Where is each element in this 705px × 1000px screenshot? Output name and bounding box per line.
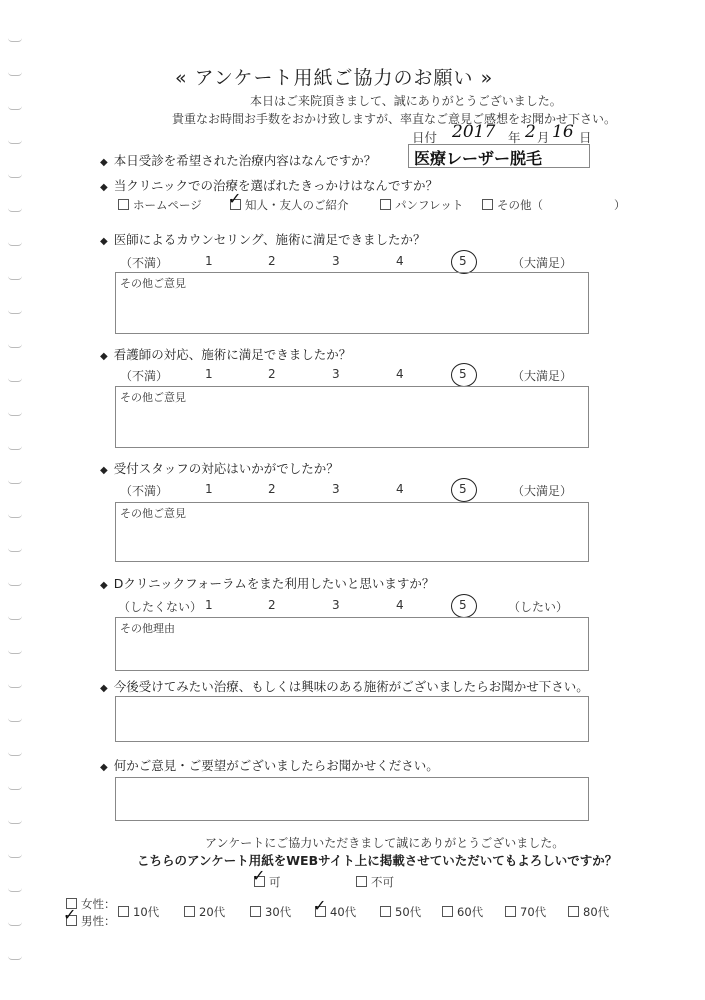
diamond-bullet-icon: ◆ [100,157,108,168]
q2-option-other[interactable]: その他（ [482,197,543,213]
q6-option-1[interactable]: 1 [205,598,213,612]
checkbox-icon [482,199,493,210]
age-60s[interactable]: 60代 [442,904,483,920]
age-70s[interactable]: 70代 [505,904,546,920]
q3-low-label: （不満） [120,256,169,270]
date-month: 2 [525,122,536,142]
diamond-bullet-icon: ◆ [100,236,108,247]
q4-high-label: （大満足） [512,369,573,383]
q6-comment-label: その他理由 [120,622,175,635]
checkbox-icon [118,906,129,917]
q5-option-3[interactable]: 3 [332,482,340,496]
q7-answer-box[interactable] [115,696,589,742]
gender-male[interactable]: 男性： [66,913,116,929]
q6-option-5[interactable]: 5 [459,598,467,612]
selection-circle-icon [451,478,477,502]
q4-option-3[interactable]: 3 [332,367,340,381]
q8-question: ◆ 何かご意見・ご要望がございましたらお聞かせください。 [100,758,439,773]
q6-option-4[interactable]: 4 [396,598,404,612]
q5-option-5[interactable]: 5 [459,482,467,496]
q5-comment-label: その他ご意見 [120,507,186,520]
q4-option-5[interactable]: 5 [459,367,467,381]
web-question: こちらのアンケート用紙をWEBサイト上に掲載させていただいてもよろしいですか？ [137,853,618,868]
age-30s[interactable]: 30代 [250,904,291,920]
selection-circle-icon [451,250,477,274]
diamond-bullet-icon: ◆ [100,683,108,694]
q2-option-other-close: ） [614,198,626,212]
checkmark-icon: ✓ [313,896,327,915]
q4-low-label: （不満） [120,369,169,383]
q3-comment-label: その他ご意見 [120,277,186,290]
checkbox-icon [356,876,367,887]
q5-low-label: （不満） [120,484,169,498]
age-40s[interactable]: 40代 [315,904,356,920]
q3-option-1[interactable]: 1 [205,254,213,268]
checkbox-icon [184,906,195,917]
q2-option-homepage[interactable]: ホームページ [118,197,202,213]
q7-question: ◆ 今後受けてみたい治療、もしくは興味のある施術がございましたらお聞かせ下さい。 [100,679,589,694]
checkbox-icon [118,199,129,210]
q6-comment-box[interactable] [115,617,589,671]
checkmark-icon: ✓ [228,189,242,208]
q2-option-pamphlet[interactable]: パンフレット [380,197,463,213]
diamond-bullet-icon: ◆ [100,351,108,362]
checkmark-icon: ✓ [63,905,77,924]
date-label: 日付 [412,130,438,145]
q1-answer: 医療レーザー脱毛 [414,149,543,168]
diamond-bullet-icon: ◆ [100,762,108,773]
q5-high-label: （大満足） [512,484,573,498]
checkbox-icon [442,906,453,917]
checkbox-icon [568,906,579,917]
checkmark-icon: ✓ [252,866,266,885]
q6-option-3[interactable]: 3 [332,598,340,612]
q6-low-label: （したくない） [118,600,203,614]
date-day: 16 [552,122,574,142]
q2-option-referral[interactable]: 知人・友人のご紹介 [230,197,349,213]
date-month-unit: 月 [537,130,550,145]
q3-option-3[interactable]: 3 [332,254,340,268]
q4-comment-label: その他ご意見 [120,391,186,404]
q5-option-4[interactable]: 4 [396,482,404,496]
q1-question: ◆ 本日受診を希望された治療内容はなんですか？ [100,153,377,168]
permission-no[interactable]: 不可 [356,874,394,890]
q3-option-5[interactable]: 5 [459,254,467,268]
age-10s[interactable]: 10代 [118,904,159,920]
checkbox-icon [505,906,516,917]
q3-high-label: （大満足） [512,256,573,270]
q5-option-2[interactable]: 2 [268,482,276,496]
q8-answer-box[interactable] [115,777,589,821]
q4-option-1[interactable]: 1 [205,367,213,381]
q3-comment-box[interactable] [115,272,589,334]
q4-comment-box[interactable] [115,386,589,448]
date-year: 2017 [452,122,496,142]
page-title: « アンケート用紙ご協力のお願い » [175,67,494,89]
age-50s[interactable]: 50代 [380,904,421,920]
q6-option-2[interactable]: 2 [268,598,276,612]
q2-question: ◆ 当クリニックでの治療を選ばれたきっかけはなんですか？ [100,178,438,193]
checkbox-icon [250,906,261,917]
q3-option-4[interactable]: 4 [396,254,404,268]
q3-option-2[interactable]: 2 [268,254,276,268]
q6-high-label: （したい） [508,600,569,614]
diamond-bullet-icon: ◆ [100,580,108,591]
date-year-unit: 年 [508,130,521,145]
q4-question: ◆ 看護師の対応、施術に満足できましたか？ [100,347,352,362]
q6-question: ◆ Dクリニックフォーラムをまた利用したいと思いますか？ [100,576,435,591]
intro-line-1: 本日はご来院頂きまして、誠にありがとうございました。 [250,94,562,108]
age-80s[interactable]: 80代 [568,904,609,920]
diamond-bullet-icon: ◆ [100,182,108,193]
intro-line-2: 貴重なお時間お手数をおかけ致しますが、率直なご意見ご感想をお聞かせ下さい。 [172,112,617,126]
date-day-unit: 日 [579,130,592,145]
diamond-bullet-icon: ◆ [100,465,108,476]
checkbox-icon [380,906,391,917]
q4-option-2[interactable]: 2 [268,367,276,381]
checkbox-icon [380,199,391,210]
age-20s[interactable]: 20代 [184,904,225,920]
thanks-text: アンケートにご協力いただきまして誠にありがとうございました。 [205,836,565,850]
q5-option-1[interactable]: 1 [205,482,213,496]
gender-female[interactable]: 女性： [66,896,116,912]
q3-question: ◆ 医師によるカウンセリング、施術に満足できましたか？ [100,232,426,247]
q5-comment-box[interactable] [115,502,589,562]
selection-circle-icon [451,363,477,387]
selection-circle-icon [451,594,477,618]
q5-question: ◆ 受付スタッフの対応はいかがでしたか？ [100,461,339,476]
permission-yes[interactable]: 可 [254,874,281,890]
q4-option-4[interactable]: 4 [396,367,404,381]
